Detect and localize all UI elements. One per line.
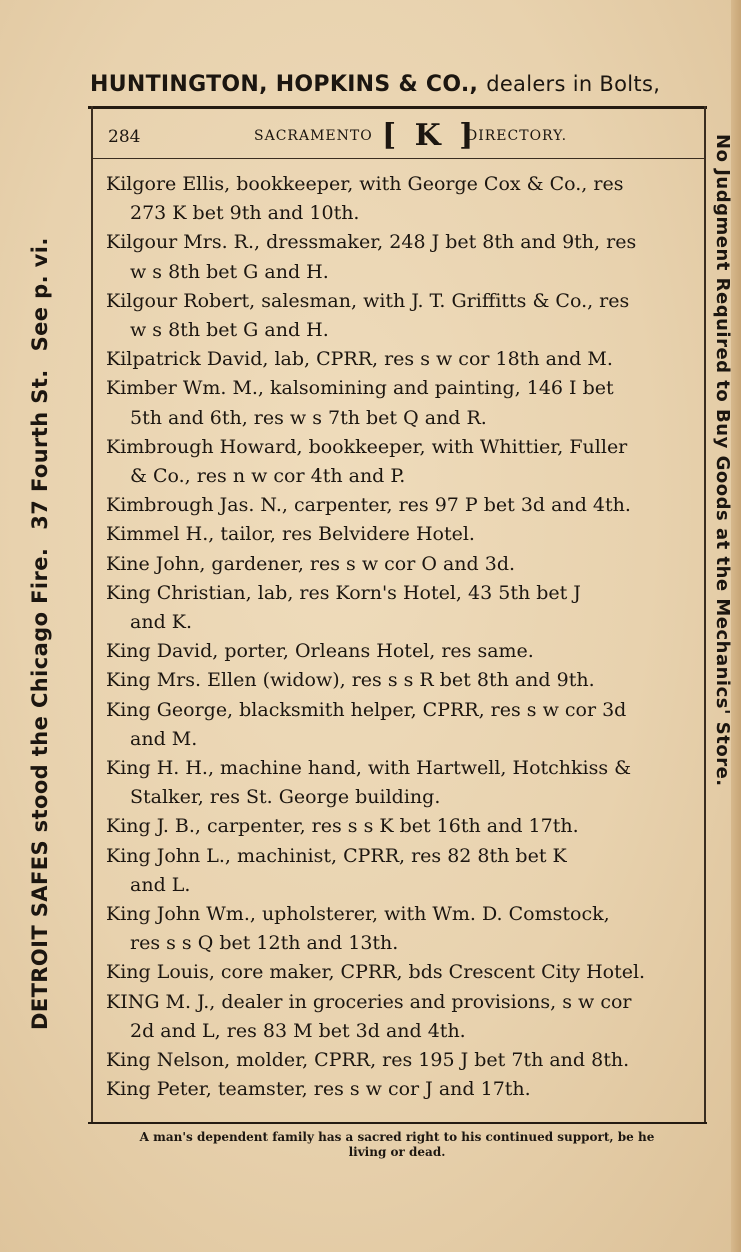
entry-line: Kine John, gardener, res s w cor O and 3d.: [106, 552, 516, 575]
left-advert-part2: 37 Fourth St.: [28, 369, 52, 530]
right-rule: [704, 106, 706, 1124]
directory-entry: [106, 520, 698, 549]
directory-entry: [106, 491, 698, 520]
entry-line: King Louis, core maker, CPRR, bds Crescent City Hotel.: [106, 961, 646, 984]
entry-continuation: & Co., res n w cor 4th and P.: [130, 465, 406, 488]
entry-line: Kilgour Robert, salesman, with J. T. Griffitts & Co., res: [106, 289, 630, 312]
left-margin-advert: [28, 170, 52, 1030]
entry-continuation: w s 8th bet G and H.: [130, 260, 329, 283]
directory-entry: [106, 1075, 698, 1104]
entry-continuation: res s s Q bet 12th and 13th.: [130, 932, 399, 955]
left-rule: [91, 106, 93, 1124]
entry-line: King Nelson, molder, CPRR, res 195 J bet 7th and 8th.: [106, 1049, 630, 1072]
entry-line: King Peter, teamster, res s w cor J and 17th.: [106, 1078, 531, 1101]
entry-line: Kimber Wm. M., kalsomining and painting, 146 I bet: [106, 377, 614, 400]
directory-entry: [106, 812, 698, 841]
directory-entry: [106, 550, 698, 579]
directory-entry: [106, 374, 698, 432]
entry-line: Kimbrough Jas. N., carpenter, res 97 P bet 3d and 4th.: [106, 494, 631, 517]
entry-line: King Christian, lab, res Korn's Hotel, 43 5th bet J: [106, 581, 581, 604]
entry-continuation: 273 K bet 9th and 10th.: [130, 202, 360, 225]
entry-line: Kimbrough Howard, bookkeeper, with Whittier, Fuller: [106, 435, 628, 458]
directory-entry: [106, 345, 698, 374]
banner-advertiser: HUNTINGTON, HOPKINS & CO.,: [90, 72, 479, 97]
entry-continuation: and M.: [130, 727, 198, 750]
header-rule: [93, 158, 704, 159]
directory-entry: [106, 579, 698, 637]
entry-continuation: 2d and L, res 83 M bet 3d and 4th.: [130, 1019, 466, 1042]
directory-entry: [106, 287, 698, 345]
entry-continuation: 5th and 6th, res w s 7th bet Q and R.: [130, 406, 487, 429]
directory-entry: [106, 900, 698, 958]
left-advert-part3: See p. vi.: [28, 237, 52, 352]
directory-entry: [106, 433, 698, 491]
running-head-title: DIRECTORY.: [466, 128, 568, 144]
entry-continuation: and L.: [130, 873, 191, 896]
directory-entry: [106, 754, 698, 812]
entry-line: Kilgore Ellis, bookkeeper, with George Cox & Co., res: [106, 173, 624, 195]
entry-line: King George, blacksmith helper, CPRR, res s w cor 3d: [106, 698, 627, 721]
entry-line: King John L., machinist, CPRR, res 82 8th bet K: [106, 844, 567, 867]
directory-entry: [106, 1046, 698, 1075]
entry-line: KING M. J., dealer in groceries and provisions, s w cor: [106, 990, 632, 1013]
top-rule: [88, 106, 707, 109]
left-advert-part1: DETROIT SAFES stood the Chicago Fire.: [28, 547, 52, 1030]
directory-entry: [106, 842, 698, 900]
directory-entry: [106, 988, 698, 1046]
footer-line-1: A man's dependent family has a sacred right to his continued support, be he: [139, 1130, 655, 1144]
top-banner: [90, 72, 715, 106]
running-head-city: SACRAMENTO: [254, 128, 373, 144]
entry-continuation: w s 8th bet G and H.: [130, 319, 329, 342]
directory-entry: [106, 958, 698, 987]
directory-entries: [106, 170, 698, 1105]
entry-continuation: Stalker, res St. George building.: [130, 786, 441, 809]
directory-entry: [106, 228, 698, 286]
directory-entry: [106, 637, 698, 666]
page-number: 284: [108, 127, 141, 147]
directory-entry: [106, 666, 698, 695]
entry-line: King Mrs. Ellen (widow), res s s R bet 8th and 9th.: [106, 669, 595, 692]
bottom-rule: [88, 1122, 707, 1124]
entry-continuation: and K.: [130, 611, 193, 634]
entry-line: Kilgour Mrs. R., dressmaker, 248 J bet 8th and 9th, res: [106, 231, 637, 254]
directory-entry: [106, 170, 698, 228]
entry-line: Kimmel H., tailor, res Belvidere Hotel.: [106, 523, 475, 546]
directory-entry: [106, 696, 698, 754]
entry-line: Kilpatrick David, lab, CPRR, res s w cor 18th and M.: [106, 348, 613, 371]
entry-line: King John Wm., upholsterer, with Wm. D. Comstock,: [106, 903, 610, 926]
footer-motto: [84, 1130, 710, 1160]
running-head-letter: [ K ]: [382, 118, 478, 153]
entry-line: King David, porter, Orleans Hotel, res same.: [106, 640, 534, 663]
entry-line: King H. H., machine hand, with Hartwell, Hotchkiss &: [106, 757, 632, 780]
footer-line-2: living or dead.: [348, 1145, 446, 1159]
banner-tail: dealers in Bolts,: [486, 72, 661, 96]
entry-line: King J. B., carpenter, res s s K bet 16th and 17th.: [106, 815, 579, 838]
right-margin-advert: No Judgment Required to Buy Goods at the Mechanics' Store.: [712, 134, 733, 787]
